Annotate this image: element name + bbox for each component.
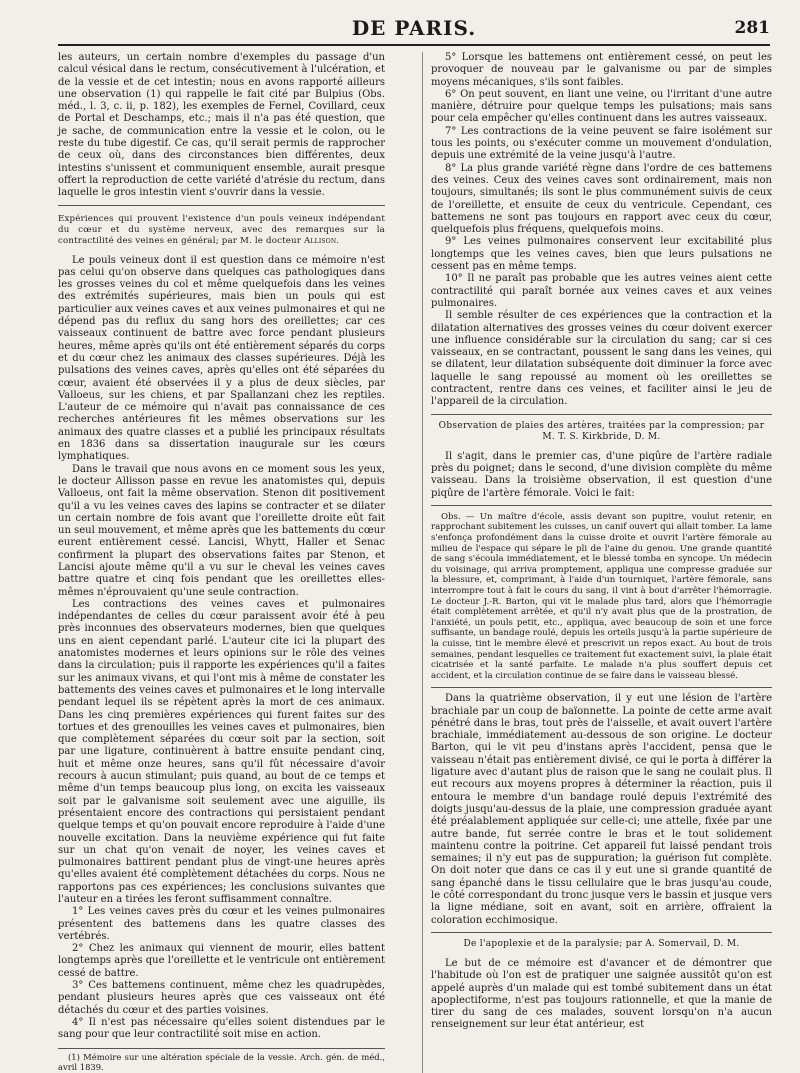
list-item: 3° Ces battemens continuent, même chez les quadrupèdes, pendant plusieurs heures après que ces vaisseaux ont été détachés du cœur et des parties voisines. [58, 980, 385, 1016]
paragraph: Dans le travail que nous avons en ce moment sous les yeux, le docteur Allisson passe en revue les anatomistes qui, depuis Valloeus, ont fait la même observation. Stenon dit positivement qu'il a vu les veines caves des lapins se contracter et se dilater un certain nombre de fois avant que l'oreillette droite eût fait un seul mouvement, et même après que les battements du cœur eurent entièrement cessé. Lancisi, Whytt, Haller et Senac confirment la plupart des observations faites par Stenon, et Lancisi ajoute même qu'il a vu sur le cheval les veines caves battre quatre et cinq fois pendant que les oreillettes elles-mêmes n'éprouvaient qu'une seule contraction. [58, 463, 385, 598]
section-divider [431, 414, 772, 415]
section-divider [431, 687, 772, 688]
list-item: 1° Les veines caves près du cœur et les veines pulmonaires présentent des battemens dans les quatre classes des vertébrés. [58, 906, 385, 942]
list-item: 7° Les contractions de la veine peuvent se faire isolément sur tous les points, ou s'exécuter comme un mouvement d'ondulation, depuis une extrémité de la veine jusqu'à l'autre. [431, 125, 772, 162]
section-divider [58, 205, 385, 206]
two-column-body [58, 52, 772, 1073]
footnote-text: (1) Mémoire sur une altération spéciale de la vessie. Arch. gén. de méd., avril 1839. [58, 1051, 385, 1073]
left-column [58, 52, 385, 1073]
paragraph: Dans la quatrième observation, il y eut une lésion de l'artère brachiale par un coup de baïonnette. La pointe de cette arme avait pénétré dans le bras, tout près de l'aisselle, et avait ouvert l'artère brachiale, immédiatement au-dessous de son origine. Le docteur Barton, qui le vit peu d'instans après l'accident, pensa que le vaisseau n'était pas entièrement divisé, ce qui le porta à différer la ligature avec d'autant plus de raison que le sang ne coulait plus. Il eut recours aux moyens propres à déterminer la réaction, puis il entoura le membre d'un bandage roulé depuis l'extrémité des doigts jusqu'au-dessus de la plaie, une compression graduée ayant été préalablement appliquée sur celle-ci; une attelle, fixée par une autre bande, fut serrée contre le bras et le tout solidement maintenu contre la poitrine. Cet appareil fut laissé pendant trois semaines; il n'y eut pas de suppuration; la guérison fut complète. On doit noter que dans ce cas il y eut une si grande quantité de sang épanché dans le tissu cellulaire que le bras jusqu'au coude, le côté correspondant du tronc jusque vers le bassin et jusque vers la ligne médiane, soit en avant, soit en arrière, offraient la coloration ecchimosique. [431, 693, 772, 926]
list-item: 5° Lorsque les battemens ont entièrement cessé, on peut les provoquer de nouveau par le galvanisme ou par de simples moyens mécaniques, s'ils sont faibles. [431, 52, 772, 88]
list-item: 6° On peut souvent, en liant une veine, ou l'irritant d'une autre manière, détruire pour quelque temps les pulsations; mais sans pour cela empêcher qu'elles continuent dans les autres vaisseaux. [431, 88, 772, 125]
section-divider [431, 505, 772, 506]
conclusions-list [58, 906, 385, 1041]
list-item: 4° Il n'est pas nécessaire qu'elles soient distendues par le sang pour que leur contractilité soit mise en action. [58, 1016, 385, 1041]
list-item: 8° La plus grande variété règne dans l'ordre de ces battemens des veines. Ceux des veines caves sont ordinairement, mais non toujours, simultanés; ils sont le plus communément suivis de ceux de l'oreillette, et ensuite de ceux du ventricule. Cependant, ces battemens ne sont pas toujours en rapport avec ceux du cœur, quelquefois plus fréquens, quelquefois moins. [431, 162, 772, 236]
paragraph: Les contractions des veines caves et pulmonaires indépendantes de celles du cœur paraissent avoir été à peu près inconnues des observateurs modernes, bien que quelques uns en aient cependant parlé. L'auteur cite ici la plupart des anatomistes modernes et leurs opinions sur le rôle des veines dans la circulation; puis il rapporte les expériences qu'il a faites sur les animaux vivans, et qui l'ont mis à même de constater les battements des veines caves et pulmonaires et le long intervalle pendant lequel ils se répètent après la mort de ces animaux. Dans les cinq premières expériences qui furent faites sur des tortues et des grenouilles les veines caves et pulmonaires, bien que complètement séparées du cœur soit par la section, soit par une ligature, continuèrent à battre ensuite pendant cinq, huit et même onze heures, sans qu'il fût nécessaire d'avoir recours à aucun stimulant; puis quand, au bout de ce temps et même d'un temps beaucoup plus long, on excita les vaisseaux soit par le galvanisme soit seulement avec une aiguille, ils présentaient encore des contractions qui persistaient pendant quelque temps et qu'on pouvait encore reproduire à l'aide d'une nouvelle excitation. Dans la neuvième expérience qui fut faite sur un chat qu'on venait de noyer, les veines caves et pulmonaires battirent pendant plus de vingt-une heures après qu'elles avaient été complètement détachées du corps. Nous ne rapportons pas ces expériences; les conclusions suivantes que l'auteur en a tirées les feront suffisamment connaître. [58, 598, 385, 905]
article-author: Allison. [304, 235, 340, 246]
list-item: 2° Chez les animaux qui viennent de mourir, elles battent longtemps après que l'oreillette et le ventricule ont entièrement cessé de battre. [58, 943, 385, 979]
running-title: DE PARIS. [351, 16, 477, 40]
conclusions-list-continued [431, 52, 772, 310]
list-item: 9° Les veines pulmonaires conservent leur excitabilité plus longtemps que les veines caves, bien que leurs pulsations ne cessent pas en même temps. [431, 236, 772, 273]
page-header [58, 14, 770, 46]
paragraph: Il s'agit, dans le premier cas, d'une piqûre de l'artère radiale près du poignet; dans le second, d'une division complète du même vaisseau. Dans la troisième observation, il est question d'une piqûre de l'artère fémorale. Voici le fait: [431, 450, 772, 499]
paragraph: les auteurs, un certain nombre d'exemples du passage d'un calcul vésical dans le rectum, consécutivement à l'ulcération, et de la vessie et de cet intestin; nous en avons rapporté ailleurs une observation (1) qui rappelle le fait cité par Bulpius (Obs. méd., l. 3, c. ii, p. 182), les exemples de Fernel, Covillard, ceux de Portal et Deschamps, etc.; mais il n'a pas été question, que je sache, de communication entre la vessie et le colon, ou le reste du tube digestif. Ce cas, qu'il serait permis de rapprocher de ceux où, dans des circonstances bien différentes, deux intestins s'unissent et communiquent ensemble, aurait presque offert la reproduction de cette variété d'atrésie du rectum, dans laquelle le gros intestin vient s'ouvrir dans la vessie. [58, 52, 385, 199]
page-number: 281 [734, 18, 770, 38]
article-heading: Observation de plaies des artères, traitées par la compression; par M. T. S. Kirkbride, D. M. [438, 420, 765, 442]
paragraph: Le pouls veineux dont il est question dans ce mémoire n'est pas celui qu'on observe dans quelques cas pathologiques dans les grosses veines du col et même quelquefois dans les veines des extrémités supérieures, mais bien un pouls qui est particulier aux veines caves et aux veines pulmonaires et qui ne dépend pas du reflux du sang hors des oreillettes; car ces vaisseaux continuent de battre avec force pendant plusieurs heures, même après qu'ils ont été entièrement séparés du corps et du cœur chez les animaux des classes supérieures. Déjà les pulsations des veines caves, après qu'elles ont été séparées du cœur, avaient été observées il y a plus de deux siècles, par Valloeus, sur les chiens, et par Spallanzani chez les reptiles. L'auteur de ce mémoire qui n'avait pas connaissance de ces recherches antérieures fit les mêmes observations sur les animaux des quatre classes et a publié les principaux résultats en 1836 dans sa dissertation inaugurale sur les cœurs lymphatiques. [58, 254, 385, 463]
article-heading: De l'apoplexie et de la paralysie; par A. Somervail, D. M. [463, 938, 740, 949]
section-divider [431, 932, 772, 933]
right-column [422, 52, 772, 1073]
paragraph: Il semble résulter de ces expériences que la contraction et la dilatation alternatives des grosses veines du cœur doivent exercer une influence considérable sur la circulation du sang; car si ces vaisseaux, en se contractant, poussent le sang dans les veines, qui se dilatent, leur dilatation subséquente doit diminuer la force avec laquelle le sang repoussé au moment où les oreillettes se contractent, rentre dans ces veines, et faciliter ainsi le jeu de l'appareil de la circulation. [431, 310, 772, 408]
paragraph: Le but de ce mémoire est d'avancer et de démontrer que l'habitude où l'on est de pratiquer une saignée aussitôt qu'on est appelé auprès d'un malade qui est tombé subitement dans un état apoplectiforme, n'est pas toujours rationnelle, et que la manie de tirer du sang de ces malades, souvent lorsqu'on n'a aucun renseignement sur leur état antérieur, est [431, 957, 772, 1031]
footnote [58, 1048, 385, 1073]
article-heading [58, 214, 385, 247]
article-heading-text: Expériences qui prouvent l'existence d'un pouls veineux indépendant du cœur et du système nerveux, avec des remarques sur la contractilité des veines en général; par M. le docteur [58, 213, 385, 246]
observation-text: Obs. — Un maître d'école, assis devant son pupitre, voulut retenir, en rapprochant subitement les cuisses, un canif ouvert qui allait tomber. La lame s'enfonça profondément dans la cuisse droite et ouvrit l'artère fémorale au milieu de l'espace qui sépare le pli de l'aine du genou. Une grande quantité de sang s'écoula immédiatement, et le blessé tomba en syncope. Un médecin du voisinage, qui arriva promptement, appliqua une compresse graduée sur la blessure, et, comprimant, à l'aide d'un tourniquet, l'artère fémorale, sans interrompre tout à fait le cours du sang, il vint à bout d'arrêter l'hémorragie. Le docteur J.-R. Barton, qui vit le malade plus tard, alors que l'hémorragie était complètement arrêtée, et qu'il n'y avait plus que de la prostration, de l'anxiété, un pouls petit, etc., appliqua, avec beaucoup de soin et une force suffisante, un bandage roulé, depuis les orteils jusqu'à la partie supérieure de la cuisse, tint le membre élevé et prescrivit un repos exact. Au bout de trois semaines, pendant lesquelles ce traitement fut exactement suivi, la plaie était cicatrisée et la santé parfaite. Le malade n'a plus souffert depuis cet accident, et la circulation continue de se faire dans le vaisseau blessé. [431, 511, 772, 681]
list-item: 10° Il ne paraît pas probable que les autres veines aient cette contractilité qui paraît bornée aux veines caves et aux veines pulmonaires. [431, 273, 772, 309]
observation-block [431, 512, 772, 682]
